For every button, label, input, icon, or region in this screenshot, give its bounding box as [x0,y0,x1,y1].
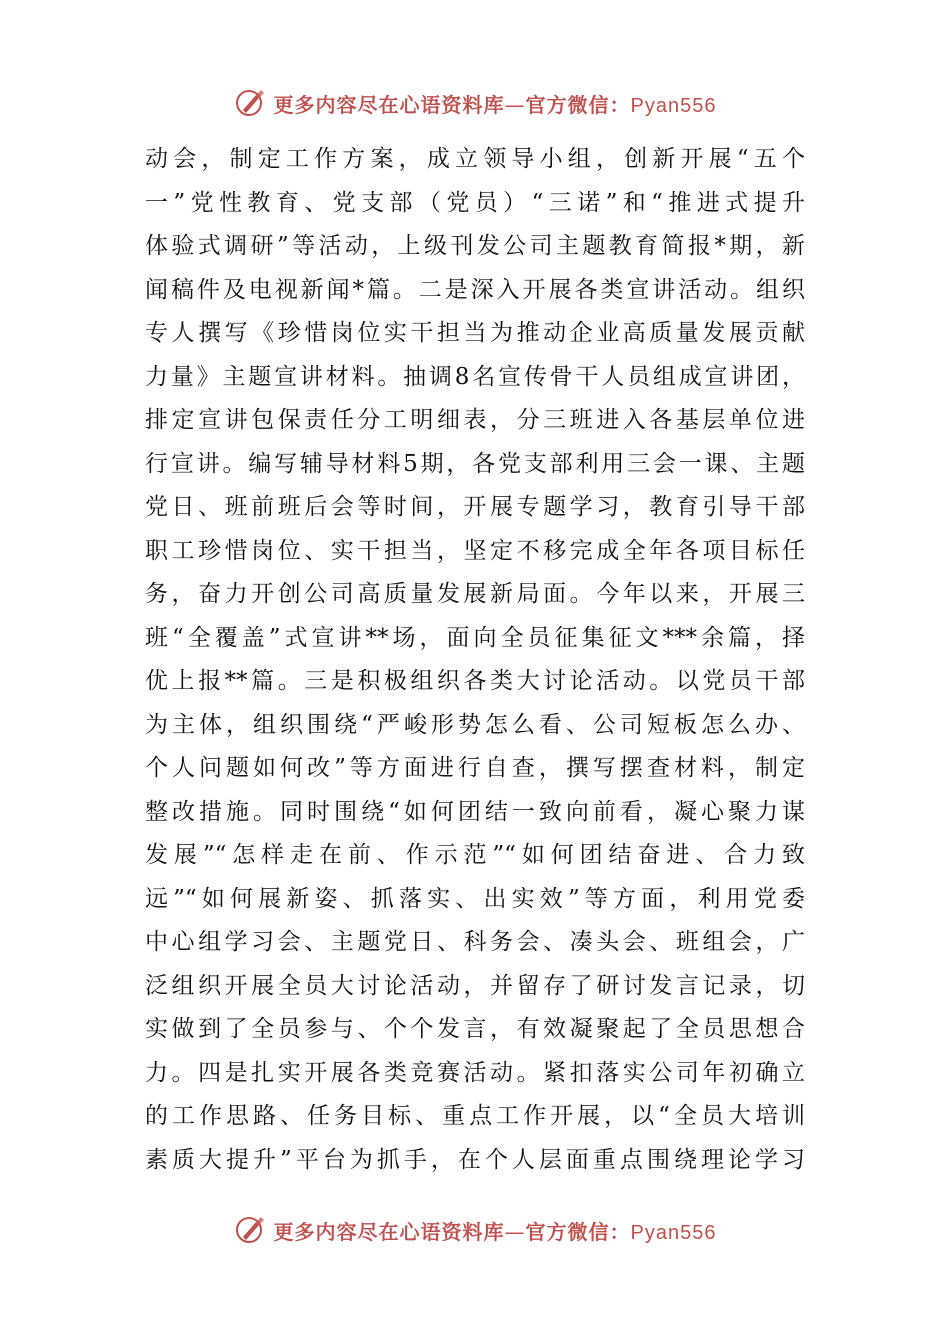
text-line: 党日、班前班后会等时间，开展专题学习，教育引导干部 [145,494,805,520]
watermark-text [274,1216,717,1245]
text-line: 一”党性教育、党支部（党员）“三诺”和“推进式提升 [145,189,805,216]
text-line: 泛组织开展全员大讨论活动，并留存了研讨发言记录，切 [145,972,805,999]
pen-logo-icon [234,86,268,120]
watermark-main: 更多内容尽在心语资料库 [273,92,505,117]
watermark-official: 官方微信： [525,92,631,117]
text-line: 个人问题如何改”等方面进行自查，撰写摆查材料，制定 [145,755,805,781]
text-line: 的工作思路、任务目标、重点工作开展，以“全员大培训 [145,1103,805,1129]
text-line: 素质大提升”平台为抓手，在个人层面重点围绕理论学习 [145,1146,805,1173]
text-line: 闻稿件及电视新闻*篇。二是深入开展各类宣讲活动。组织 [145,276,805,303]
text-line: 优上报**篇。三是积极组织各类大讨论活动。以党员干部 [145,668,805,694]
text-line: 职工珍惜岗位、实干担当，坚定不移完成全年各项目标任 [145,537,805,564]
text-line: 力。四是扎实开展各类竞赛活动。紧扣落实公司年初确立 [145,1059,805,1086]
watermark-account: Pyan556 [630,1221,717,1244]
text-line: 远”“如何展新姿、抓落实、出实效”等方面，利用党委 [145,885,805,912]
text-line: 动会，制定工作方案，成立领导小组，创新开展“五个 [145,146,805,172]
watermark-text [274,89,717,118]
text-line: 实做到了全员参与、个个发言，有效凝聚起了全员思想合 [145,1016,805,1042]
text-line: 整改措施。同时围绕“如何团结一致向前看，凝心聚力谋 [145,798,805,825]
watermark-dash: — [504,92,526,117]
text-line: 发展”“怎样走在前、作示范”“如何团结奋进、合力致 [145,842,805,868]
text-line: 中心组学习会、主题党日、科务会、凑头会、班组会，广 [145,929,805,955]
text-line: 排定宣讲包保责任分工明细表，分三班进入各基层单位进 [145,407,805,433]
text-line: 行宣讲。编写辅导材料5期，各党支部利用三会一课、主题 [145,450,805,477]
watermark-official: 官方微信： [525,1219,631,1244]
text-line: 务，奋力开创公司高质量发展新局面。今年以来，开展三 [145,581,805,607]
text-line: 为主体，组织围绕“严峻形势怎么看、公司短板怎么办、 [145,711,805,738]
text-line: 专人撰写《珍惜岗位实干担当为推动企业高质量发展贡献 [145,320,805,346]
footer-watermark [0,1210,950,1250]
watermark-dash: — [504,1219,526,1244]
text-line: 体验式调研”等活动，上级刊发公司主题教育简报*期，新 [145,233,805,259]
pen-logo-icon [234,1213,268,1247]
header-watermark [0,83,950,123]
document-body [145,138,805,1182]
text-line: 力量》主题宣讲材料。抽调8名宣传骨干人员组成宣讲团， [145,363,805,390]
watermark-main: 更多内容尽在心语资料库 [273,1219,505,1244]
text-line: 班“全覆盖”式宣讲**场，面向全员征集征文***余篇，择 [145,624,805,651]
watermark-account: Pyan556 [630,94,717,117]
